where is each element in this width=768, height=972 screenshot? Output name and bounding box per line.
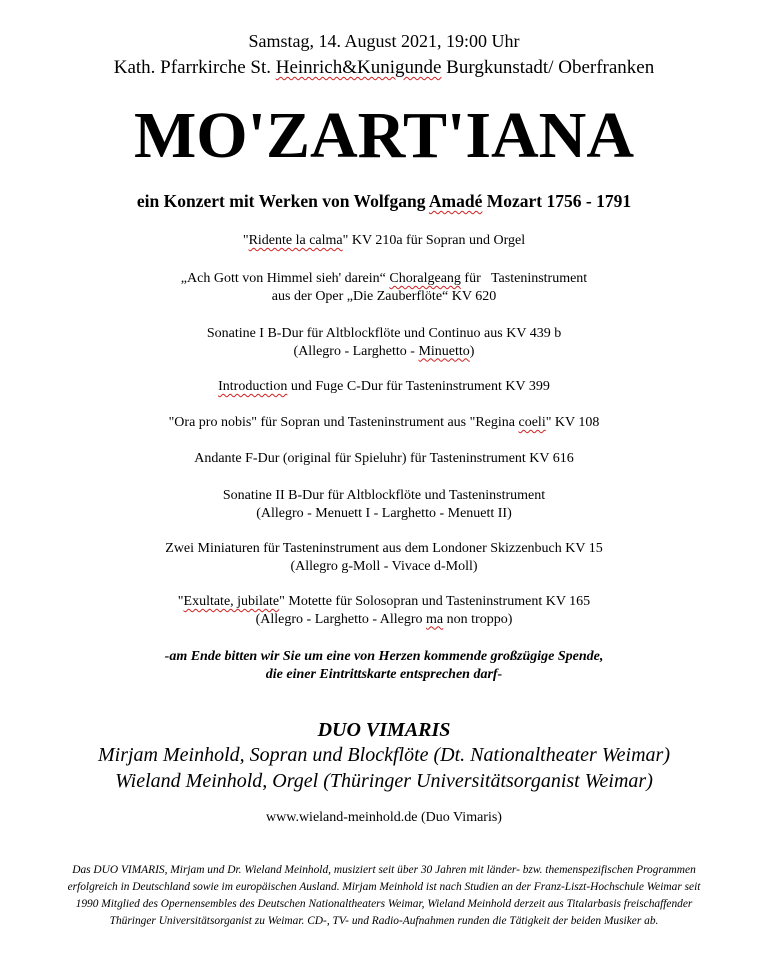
program-item: "Exultate, jubilate" Motette für Solosopran und Tasteninstrument KV 165 (Allegro - Larghetto - Allegro ma non troppo) <box>177 594 591 627</box>
spellcheck-marked-word: Amadé <box>428 191 483 211</box>
performer-line: Wieland Meinhold, Orgel (Thüringer Universitätsorganist Weimar) <box>115 770 653 792</box>
program-item: Sonatine II B-Dur für Altblockflöte und Tasteninstrument (Allegro - Menuett I - Larghetto - Menuett II) <box>222 488 546 521</box>
spellcheck-marked-word: Introduction <box>218 379 288 394</box>
program-item: "Ridente la calma" KV 210a für Sopran und Orgel <box>242 233 526 248</box>
program-item: Zwei Miniaturen für Tasteninstrument aus dem Londoner Skizzenbuch KV 15 (Allegro g-Moll - Vivace d-Moll) <box>165 541 603 574</box>
ensemble-biography: Das DUO VIMARIS, Mirjam und Dr. Wieland Meinhold, musiziert seit über 30 Jahren mit länder- bzw. themenspezifischen Programmen erfolgreich in Deutschland sowie im europäischen Ausland. Mirjam Meinhold ist nach Studien an der Franz-Liszt-Hochschule Weimar seit 1990 Mitglied des Opernensembles des Deutschen Nationaltheaters Weimar, Wieland Meinhold derzeit aus Titalarbasis freischaffender Thüringer Universitätsorganist zu Weimar. CD-, TV- und Radio-Aufnahmen runden die Tätigkeit der beiden Musiker ab. <box>67 864 701 927</box>
page-subtitle: ein Konzert mit Werken von Wolfgang Amadé Mozart 1756 - 1791 <box>136 191 632 211</box>
spellcheck-marked-word: coeli <box>518 415 546 430</box>
performer-line: Mirjam Meinhold, Sopran und Blockflöte (Dt. Nationaltheater Weimar) <box>98 744 670 766</box>
program-item: „Ach Gott von Himmel sieh' darein“ Choralgeang für Tasteninstrument aus der Oper „Die Zauberflöte“ KV 620 <box>180 271 588 304</box>
program-item: Sonatine I B-Dur für Altblockflöte und Continuo aus KV 439 b (Allegro - Larghetto - Minuetto) <box>206 326 562 359</box>
spellcheck-marked-word: Choralgeang <box>389 271 461 286</box>
program-item: "Ora pro nobis" für Sopran und Tasteninstrument aus "Regina coeli" KV 108 <box>168 415 600 430</box>
spellcheck-marked-word: Minuetto <box>418 343 470 359</box>
page-title: MO'ZART'IANA <box>133 99 635 172</box>
spellcheck-marked-word: Heinrich&Kunigunde <box>275 57 442 78</box>
donation-note: -am Ende bitten wir Sie um eine von Herzen kommende großzügige Spende, die einer Eintrittskarte entsprechen darf- <box>164 649 604 682</box>
spellcheck-marked-word: ma <box>426 611 444 627</box>
spellcheck-marked-word: Exultate, jubilate <box>183 594 280 609</box>
concert-venue: Kath. Pfarrkirche St. Heinrich&Kunigunde Burgkunstadt/ Oberfranken <box>113 57 655 78</box>
program-item: Introduction und Fuge C-Dur für Tasteninstrument KV 399 <box>218 379 550 394</box>
website-link: www.wieland-meinhold.de (Duo Vimaris) <box>266 810 502 825</box>
ensemble-name: DUO VIMARIS <box>317 719 451 741</box>
spellcheck-marked-word: Ridente la calma <box>248 233 343 248</box>
program-item: Andante F-Dur (original für Spieluhr) für Tasteninstrument KV 616 <box>194 451 574 466</box>
concert-date: Samstag, 14. August 2021, 19:00 Uhr <box>248 31 520 51</box>
